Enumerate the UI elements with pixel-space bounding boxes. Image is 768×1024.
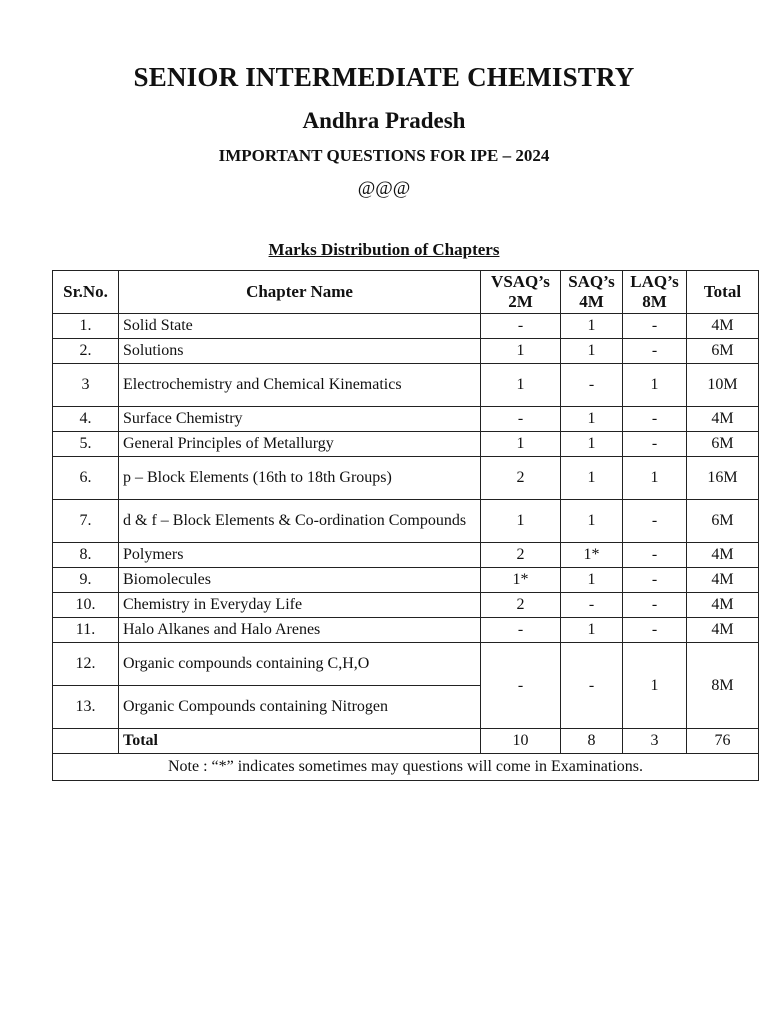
cell-sr bbox=[53, 729, 119, 754]
header-laq: LAQ’s 8M bbox=[623, 271, 687, 314]
cell-sr: 8. bbox=[53, 543, 119, 568]
table-note: Note : “*” indicates sometimes may questions will come in Examinations. bbox=[53, 754, 759, 781]
cell-chapter: Halo Alkanes and Halo Arenes bbox=[119, 618, 481, 643]
cell-laq: - bbox=[623, 543, 687, 568]
cell-total: 4M bbox=[687, 407, 759, 432]
total-row bbox=[53, 729, 759, 754]
document-title: SENIOR INTERMEDIATE CHEMISTRY bbox=[133, 62, 635, 92]
cell-saq: - bbox=[561, 643, 623, 729]
header-vsaq: VSAQ’s 2M bbox=[481, 271, 561, 314]
table-row bbox=[53, 618, 759, 643]
cell-saq: 1 bbox=[561, 432, 623, 457]
cell-chapter: Solid State bbox=[119, 314, 481, 339]
cell-chapter: Polymers bbox=[119, 543, 481, 568]
cell-chapter: Chemistry in Everyday Life bbox=[119, 593, 481, 618]
cell-chapter: d & f – Block Elements & Co-ordination Compounds bbox=[119, 500, 481, 543]
header-row bbox=[53, 271, 759, 314]
cell-vsaq: 2 bbox=[481, 457, 561, 500]
cell-chapter: General Principles of Metallurgy bbox=[119, 432, 481, 457]
cell-saq: 1 bbox=[561, 568, 623, 593]
cell-total: 4M bbox=[687, 543, 759, 568]
cell-sr: 10. bbox=[53, 593, 119, 618]
cell-sr: 7. bbox=[53, 500, 119, 543]
table-row bbox=[53, 543, 759, 568]
marks-distribution-table bbox=[52, 270, 759, 781]
cell-saq: 1 bbox=[561, 407, 623, 432]
table-row bbox=[53, 432, 759, 457]
cell-laq: - bbox=[623, 618, 687, 643]
cell-total: 4M bbox=[687, 593, 759, 618]
ornament: @@@ bbox=[357, 178, 411, 199]
cell-vsaq: 1* bbox=[481, 568, 561, 593]
cell-total: 4M bbox=[687, 314, 759, 339]
cell-total: 16M bbox=[687, 457, 759, 500]
cell-chapter: Surface Chemistry bbox=[119, 407, 481, 432]
cell-sr: 1. bbox=[53, 314, 119, 339]
cell-laq: - bbox=[623, 339, 687, 364]
cell-vsaq: 1 bbox=[481, 339, 561, 364]
cell-chapter: Biomolecules bbox=[119, 568, 481, 593]
cell-saq: - bbox=[561, 364, 623, 407]
note-row bbox=[53, 754, 759, 781]
cell-laq: 1 bbox=[623, 457, 687, 500]
cell-saq: 1 bbox=[561, 457, 623, 500]
cell-vsaq: - bbox=[481, 314, 561, 339]
table-row bbox=[53, 407, 759, 432]
cell-laq: - bbox=[623, 407, 687, 432]
cell-vsaq: - bbox=[481, 407, 561, 432]
cell-laq: - bbox=[623, 568, 687, 593]
cell-sr: 11. bbox=[53, 618, 119, 643]
cell-sr: 2. bbox=[53, 339, 119, 364]
cell-vsaq: - bbox=[481, 618, 561, 643]
cell-vsaq: 2 bbox=[481, 593, 561, 618]
table-row bbox=[53, 568, 759, 593]
cell-vsaq: 1 bbox=[481, 500, 561, 543]
cell-total: 10M bbox=[687, 364, 759, 407]
cell-saq: 1 bbox=[561, 618, 623, 643]
cell-total: 6M bbox=[687, 500, 759, 543]
table-row bbox=[53, 593, 759, 618]
table-row bbox=[53, 457, 759, 500]
cell-total: 6M bbox=[687, 432, 759, 457]
cell-total: 4M bbox=[687, 618, 759, 643]
cell-chapter: Electrochemistry and Chemical Kinematics bbox=[119, 364, 481, 407]
cell-sr: 9. bbox=[53, 568, 119, 593]
total-laq: 3 bbox=[623, 729, 687, 754]
cell-sr: 13. bbox=[53, 686, 119, 729]
state-name: Andhra Pradesh bbox=[302, 108, 466, 133]
table-caption: Marks Distribution of Chapters bbox=[268, 240, 500, 259]
cell-total: 8M bbox=[687, 643, 759, 729]
cell-laq: - bbox=[623, 314, 687, 339]
cell-laq: - bbox=[623, 432, 687, 457]
total-saq: 8 bbox=[561, 729, 623, 754]
total-total: 76 bbox=[687, 729, 759, 754]
cell-saq: 1 bbox=[561, 339, 623, 364]
header-chapter: Chapter Name bbox=[119, 271, 481, 314]
cell-laq: - bbox=[623, 593, 687, 618]
cell-saq: 1 bbox=[561, 314, 623, 339]
header-srno: Sr.No. bbox=[53, 271, 119, 314]
header-saq: SAQ’s 4M bbox=[561, 271, 623, 314]
cell-chapter: p – Block Elements (16th to 18th Groups) bbox=[119, 457, 481, 500]
cell-vsaq: 1 bbox=[481, 364, 561, 407]
table-row bbox=[53, 314, 759, 339]
cell-chapter: Solutions bbox=[119, 339, 481, 364]
header-total: Total bbox=[687, 271, 759, 314]
cell-laq: 1 bbox=[623, 364, 687, 407]
cell-total: 6M bbox=[687, 339, 759, 364]
table-row bbox=[53, 364, 759, 407]
cell-sr: 4. bbox=[53, 407, 119, 432]
cell-laq: - bbox=[623, 500, 687, 543]
cell-vsaq: - bbox=[481, 643, 561, 729]
table-row bbox=[53, 643, 759, 686]
cell-total: 4M bbox=[687, 568, 759, 593]
cell-chapter: Organic Compounds containing Nitrogen bbox=[119, 686, 481, 729]
cell-sr: 5. bbox=[53, 432, 119, 457]
table-row bbox=[53, 339, 759, 364]
cell-saq: 1* bbox=[561, 543, 623, 568]
cell-vsaq: 2 bbox=[481, 543, 561, 568]
total-vsaq: 10 bbox=[481, 729, 561, 754]
cell-sr: 6. bbox=[53, 457, 119, 500]
table-row bbox=[53, 500, 759, 543]
cell-sr: 3 bbox=[53, 364, 119, 407]
cell-saq: - bbox=[561, 593, 623, 618]
document-subtitle: IMPORTANT QUESTIONS FOR IPE – 2024 bbox=[218, 146, 550, 165]
cell-sr: 12. bbox=[53, 643, 119, 686]
total-label: Total bbox=[119, 729, 481, 754]
cell-chapter: Organic compounds containing C,H,O bbox=[119, 643, 481, 686]
cell-saq: 1 bbox=[561, 500, 623, 543]
cell-laq: 1 bbox=[623, 643, 687, 729]
cell-vsaq: 1 bbox=[481, 432, 561, 457]
